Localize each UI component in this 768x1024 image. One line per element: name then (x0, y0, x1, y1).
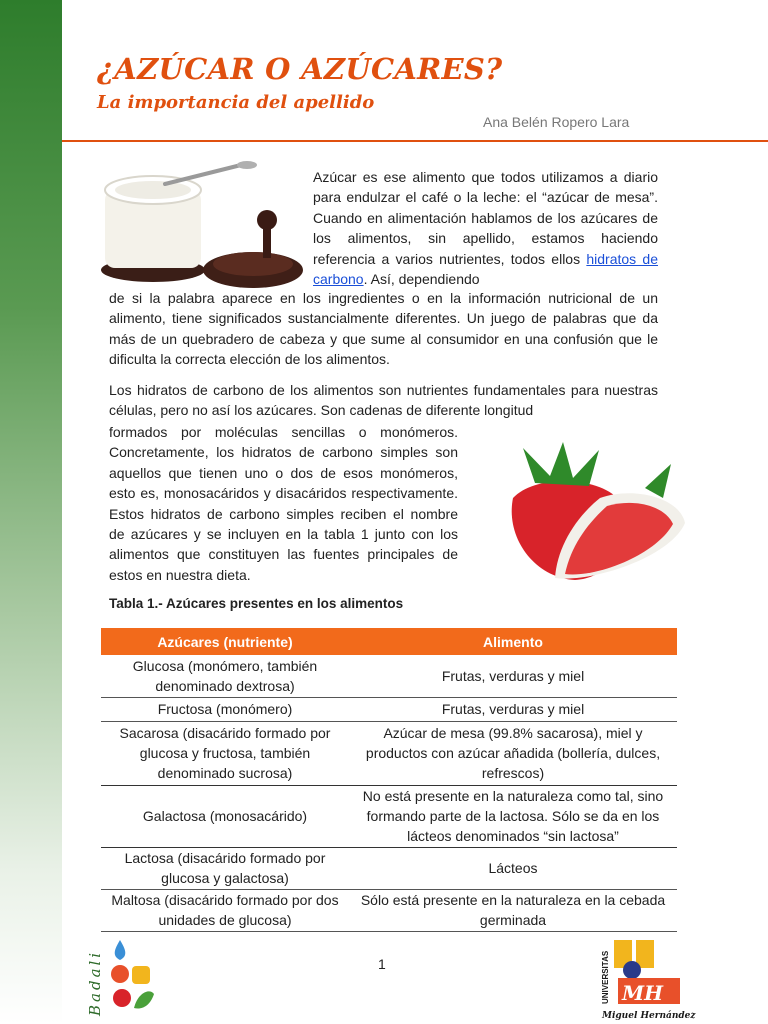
strawberry-image (495, 428, 700, 588)
table-cell: Lactosa (disacárido formado por glucosa y galactosa) (101, 847, 349, 889)
table-row (101, 697, 677, 721)
table-row (101, 721, 677, 785)
column-header-food: Alimento (349, 628, 677, 655)
table-cell: Maltosa (disacárido formado por dos unidades de glucosa) (101, 889, 349, 931)
table-row (101, 847, 677, 889)
carbohydrates-link[interactable]: hidratos de carbono (313, 250, 658, 288)
badali-wordmark: Badali (86, 949, 104, 1016)
table-cell: Frutas, verduras y miel (349, 655, 677, 697)
table-cell: Azúcar de mesa (99.8% sacarosa), miel y productos con azúcar añadida (bollería, dulces, refrescos) (349, 721, 677, 785)
table-row (101, 785, 677, 847)
svg-text:MH: MH (622, 981, 664, 1005)
university-logo (596, 936, 696, 1022)
table-cell: Sólo está presente en la naturaleza en la cebada germinada (349, 889, 677, 931)
table-header-row (101, 628, 677, 655)
table-cell: Frutas, verduras y miel (349, 697, 677, 721)
header-divider (62, 140, 768, 142)
intro-paragraph-continued: de si la palabra aparece en los ingredientes o en la información nutricional de un alimento, tiene significados sustancialmente diferentes. Un juego de palabras que da más de un quebradero de cabeza y que sume al consumidor en una confusión que le dificulta la correcta elección de los alimentos. (109, 290, 658, 368)
second-paragraph-continued: formados por moléculas sencillas o monómeros. Concretamente, los hidratos de carbono simples son aquellos que tienen uno o dos de esos monómeros, esto es, monosacáridos y disacáridos respectivamente. Estos hidratos de carbono simples reciben el nombre de azúcares y se incluyen en la tabla 1 junto con los alimentos que constituyen las fuentes principales de estos en nuestra dieta. (109, 424, 458, 583)
table-row (101, 655, 677, 697)
table-cell: No está presente en la naturaleza como tal, sino formando parte de la lactosa. Sólo se da en los lácteos denominados “sin lactosa” (349, 785, 677, 847)
university-vertical-text: UNIVERSITAS (601, 950, 610, 1004)
university-caption: Miguel Hernández (602, 1011, 696, 1021)
side-gradient-bar (0, 0, 62, 1024)
second-paragraph: Los hidratos de carbono de los alimentos son nutrientes fundamentales para nuestras células, pero no así los azúcares. Son cadenas de diferente longitud (109, 382, 658, 419)
column-header-nutrient: Azúcares (nutriente) (101, 628, 349, 655)
table-cell: Galactosa (monosacárido) (101, 785, 349, 847)
table-cell: Lácteos (349, 847, 677, 889)
sugar-bowl-image (95, 160, 305, 290)
intro-paragraph: Azúcar es ese alimento que todos utilizamos a diario para endulzar el café o la leche: el “azúcar de mesa”. Cuando en alimentación hablamos de los azúcares de los alimentos, sin apellido, estamos haciendo referencia a varios nutrientes, todos ellos hidratos de carbono. Así, dependiendo (313, 169, 658, 288)
sugars-table (101, 628, 677, 932)
page-number: 1 (378, 956, 386, 972)
table-cell: Sacarosa (disacárido formado por glucosa y fructosa, también denominado sucrosa) (101, 721, 349, 785)
page-subtitle: La importancia del apellido (97, 92, 375, 113)
badali-logo (84, 936, 164, 1020)
table-row (101, 889, 677, 931)
table-cell: Fructosa (monómero) (101, 697, 349, 721)
table-caption: Tabla 1.- Azúcares presentes en los alimentos (109, 596, 404, 611)
table-cell: Glucosa (monómero, también denominado dextrosa) (101, 655, 349, 697)
author-name: Ana Belén Ropero Lara (483, 114, 630, 130)
page-title: ¿AZÚCAR O AZÚCARES? (97, 52, 503, 86)
